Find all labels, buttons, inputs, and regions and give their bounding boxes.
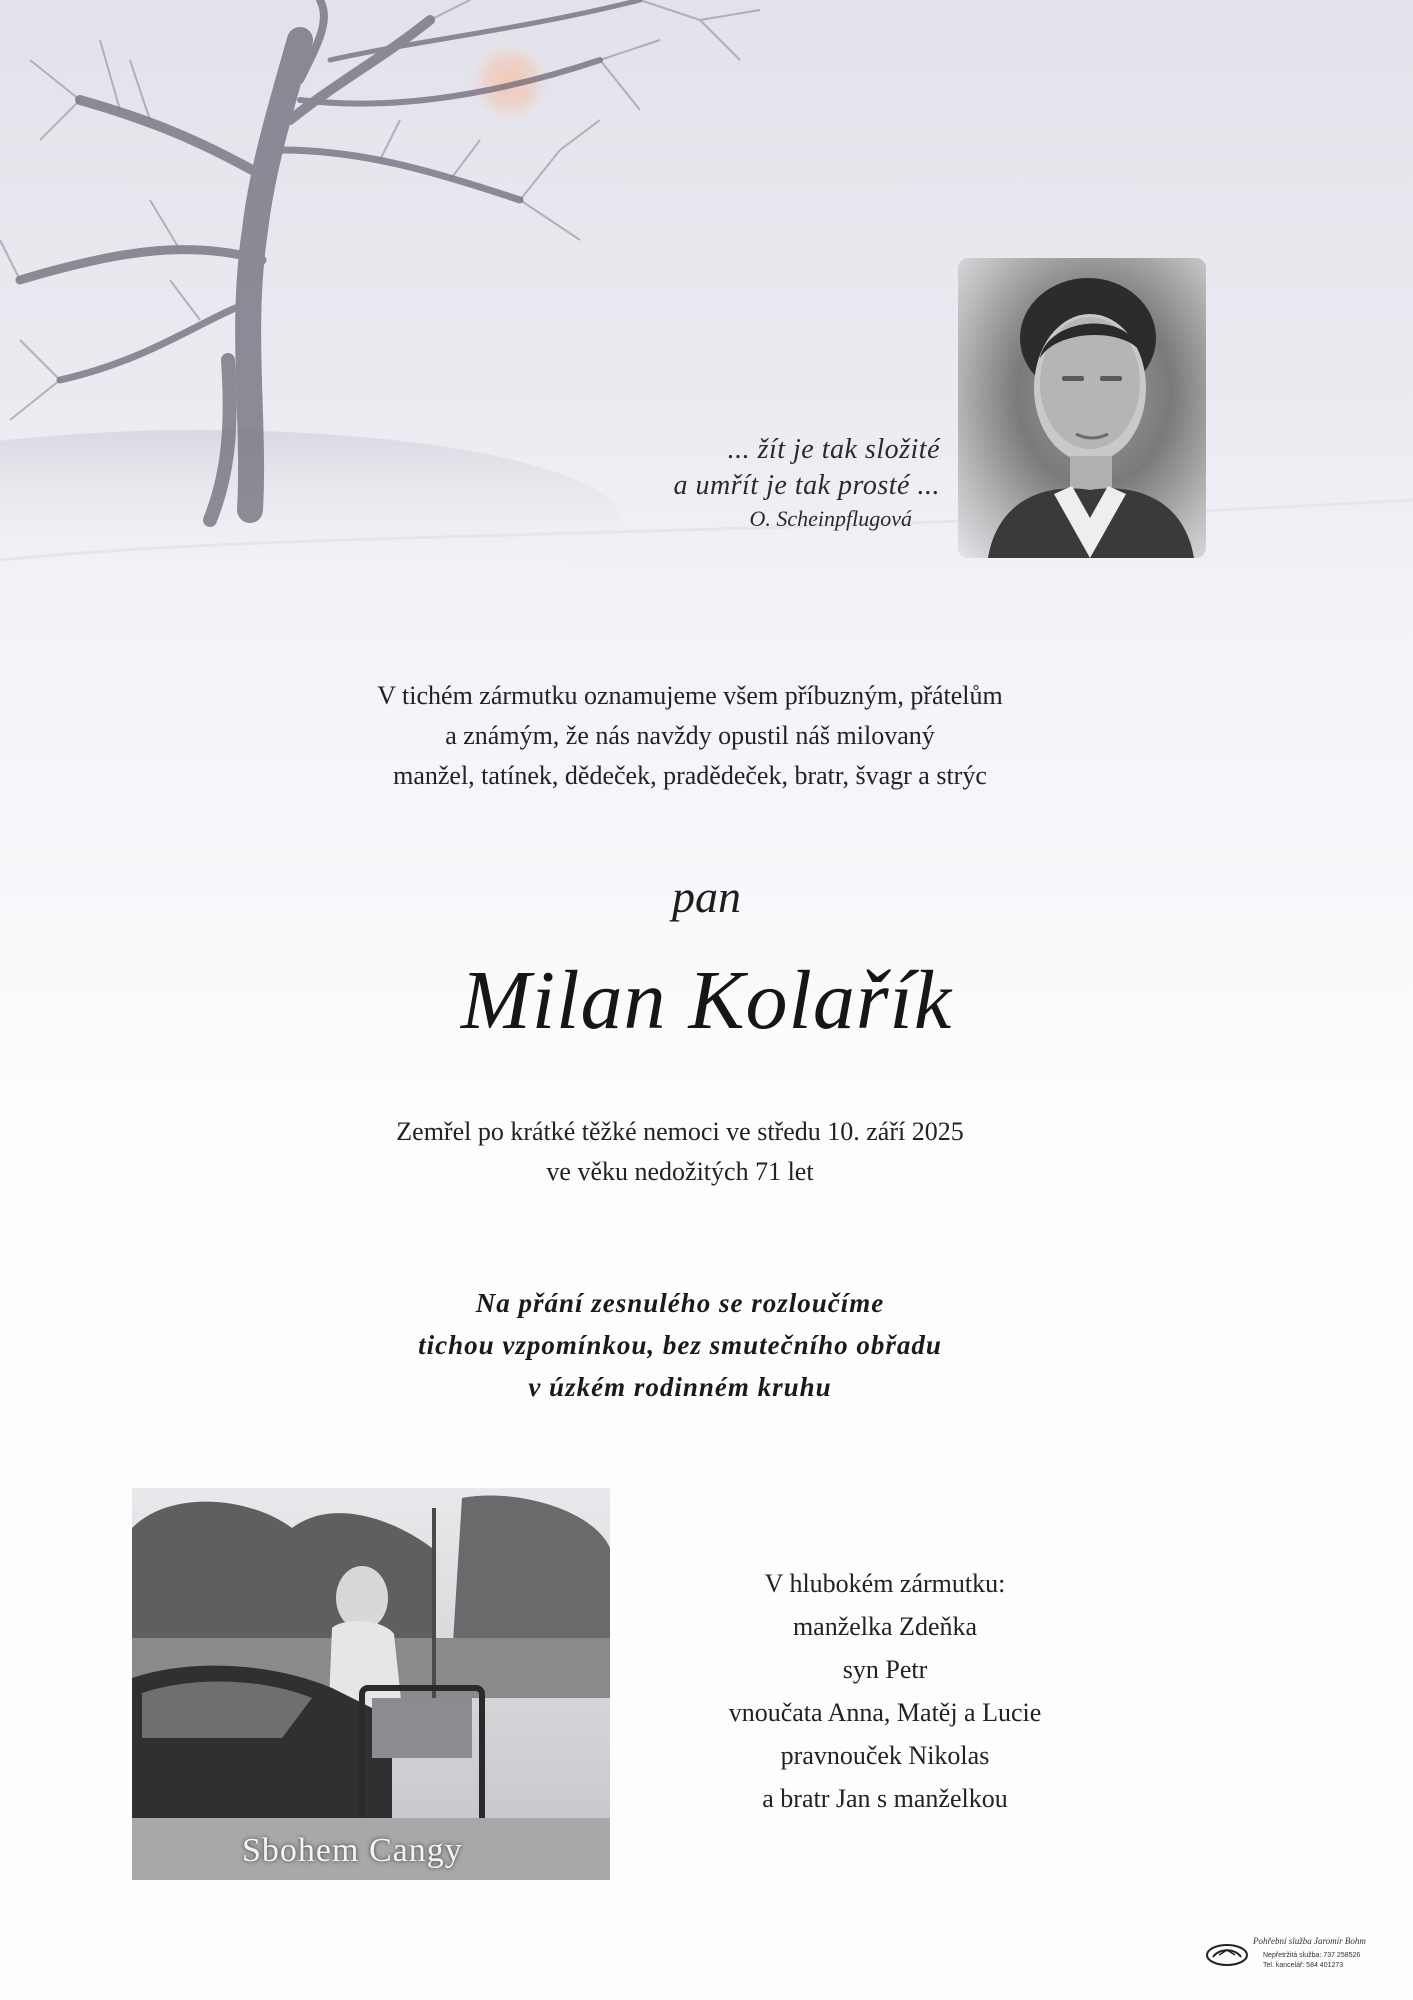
- death-details: [180, 1112, 1180, 1192]
- deceased-name: Milan Kolařík: [460, 954, 953, 1047]
- farewell-line-1: Na přání zesnulého se rozloučíme: [475, 1288, 885, 1318]
- death-line-1: Zemřel po krátké těžké nemoci ve středu 10. září 2025: [396, 1117, 964, 1146]
- funeral-service-logo-icon: [1205, 1942, 1249, 1968]
- farewell-line-3: v úzkém rodinném kruhu: [528, 1372, 832, 1402]
- mourners-list: [620, 1562, 1150, 1820]
- mourner-item: vnoučata Anna, Matěj a Lucie: [728, 1698, 1042, 1727]
- farewell-wish: [180, 1282, 1180, 1408]
- portrait-photo: [958, 258, 1206, 558]
- mourner-item: syn Petr: [842, 1655, 928, 1684]
- honorific-title: pan: [672, 871, 741, 922]
- car-photo: [132, 1488, 610, 1880]
- quote-block: [560, 432, 940, 534]
- mourners-heading: V hlubokém zármutku:: [764, 1569, 1006, 1598]
- announcement-line-2: a známým, že nás navždy opustil náš milovaný: [445, 721, 935, 750]
- announcement-line-1: V tichém zármutku oznamujeme všem příbuzným, přátelům: [377, 681, 1003, 710]
- farewell-line-2: tichou vzpomínkou, bez smutečního obřadu: [418, 1330, 942, 1360]
- quote-line-1: ... žít je tak složité: [727, 434, 940, 465]
- stamp-line-1: Nepřetržitá služba: 737 258526: [1263, 1952, 1361, 1959]
- announcement-text: [220, 676, 1160, 796]
- photo-caption: Sbohem Cangy: [242, 1832, 463, 1869]
- mourner-item: a bratr Jan s manželkou: [762, 1784, 1008, 1813]
- death-line-2: ve věku nedožitých 71 let: [546, 1157, 814, 1186]
- mourner-item: manželka Zdeňka: [792, 1612, 978, 1641]
- quote-author: O. Scheinpflugová: [749, 506, 912, 531]
- stamp-line-2: Tel. kancelář: 584 401273: [1263, 1962, 1344, 1969]
- funeral-service-stamp: [1205, 1936, 1371, 1976]
- quote-line-2: a umřít je tak prosté ...: [673, 470, 940, 501]
- stamp-title: Pohřební služba Jaromír Bohm: [1253, 1936, 1366, 1946]
- mourner-item: pravnouček Nikolas: [780, 1741, 990, 1770]
- announcement-line-3: manžel, tatínek, dědeček, pradědeček, bratr, švagr a strýc: [393, 761, 987, 790]
